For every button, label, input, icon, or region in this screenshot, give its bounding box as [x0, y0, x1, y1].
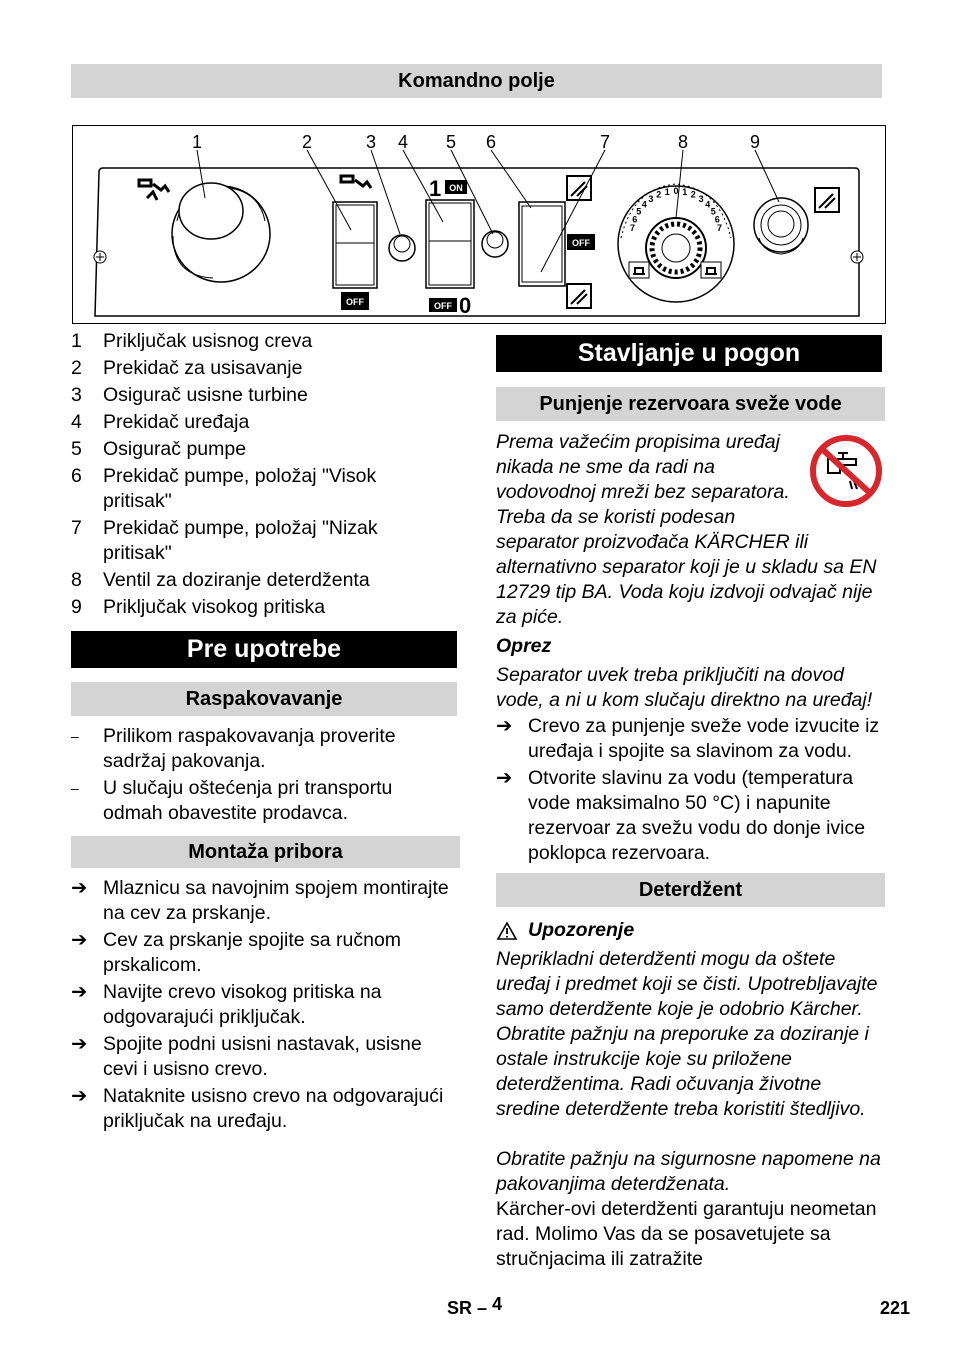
subheading-detergent: Deterdžent [496, 873, 885, 907]
mount-text: Navijte crevo visokog pritiska na odgovarajući priključak. [103, 981, 382, 1028]
legend-text: Osigurač usisne turbine [103, 384, 308, 406]
footer-lang: SR [447, 1298, 473, 1318]
callout-numbers [192, 132, 760, 152]
legend-text: Prekidač uređaja [103, 411, 250, 433]
step-text: Crevo za punjenje sveže vode izvucite iz uređaja i spojite sa slavinom za vodu. [528, 715, 880, 762]
callout-5: 5 [445, 132, 457, 152]
mount-text: Nataknite usisno crevo na odgovarajući priključak na uređaju. [103, 1085, 444, 1132]
callout-7: 7 [599, 132, 611, 152]
footer-page-number: 221 [880, 1298, 911, 1318]
dial-tick-label: 7 [716, 223, 723, 234]
mount-bullet: ➔ [71, 1085, 88, 1107]
caution-text: Separator uvek treba priključiti na dovod vode, a ni u kom slučaju direktno na uređaj! [496, 664, 873, 711]
device-switch [426, 200, 474, 288]
list-item [71, 776, 431, 826]
dial-tick-label: 6 [632, 214, 638, 225]
svg-text:0: 0 [459, 293, 472, 318]
mount-bullet: ➔ [71, 1033, 88, 1055]
off-label-pump [567, 234, 595, 250]
legend-text: Osigurač pumpe [103, 438, 247, 460]
footer-dash: – [477, 1298, 488, 1318]
detergent-symbol-right-icon [701, 262, 721, 278]
dial-tick-label: 3 [648, 193, 654, 204]
mount-text: Cev za prskanje spojite sa ručnom prskalicom. [103, 929, 402, 976]
step-text: Otvorite slavinu za vodu (temperatura vode maksimalno 50 °C) i napunite rezervoar za svežu vodu do donje ivice poklopca rezervoara. [528, 767, 866, 864]
list-item [71, 928, 459, 978]
list-item [71, 724, 431, 774]
dial-tick-label: 5 [710, 206, 716, 217]
callout-4: 4 [397, 132, 409, 152]
callout-8: 8 [677, 132, 689, 152]
svg-text:OFF: OFF [434, 301, 452, 311]
list-item [496, 766, 886, 866]
unpack-text: U slučaju oštećenja pri transportu odmah obavestite prodavca. [103, 777, 393, 824]
list-item [71, 464, 431, 514]
suction-turbine-fuse [389, 235, 415, 261]
detergent-symbol-left-icon [629, 262, 649, 278]
dial-tick-label: 1 [664, 186, 670, 197]
caution-label: Oprez [496, 635, 552, 657]
legend-text: Prekidač za usisavanje [103, 357, 303, 379]
legend-bullet: 5 [71, 438, 82, 460]
callout-1: 1 [191, 132, 203, 152]
list-item [71, 410, 431, 435]
svg-text:ON: ON [449, 183, 463, 193]
list-item [71, 1084, 459, 1134]
suction-hose-connector [172, 183, 270, 282]
legend-bullet: 7 [71, 517, 82, 539]
legend-bullet: 4 [71, 411, 82, 433]
footer-section [447, 1294, 503, 1319]
legend-text: Prekidač pumpe, položaj "Nizak pritisak" [103, 517, 378, 564]
legend-bullet: 3 [71, 384, 82, 406]
warning-triangle-icon [496, 921, 518, 941]
unpacking-list [71, 724, 431, 826]
subheading-fill-tank: Punjenje rezervoara sveže vode [496, 387, 885, 421]
svg-text:OFF: OFF [346, 297, 364, 307]
legend-bullet: 6 [71, 465, 82, 487]
off-label-switch4 [429, 293, 471, 318]
control-panel-figure [72, 125, 886, 324]
list-item [71, 383, 431, 408]
mount-bullet: ➔ [71, 929, 88, 951]
section-heading-control-panel: Komandno polje [71, 64, 882, 98]
unpack-text: Prilikom raspakovavanja proverite sadržaj pakovanja. [103, 725, 396, 772]
svg-text:1: 1 [429, 176, 442, 201]
legend-bullet: 1 [71, 330, 82, 352]
legend-bullet: 9 [71, 596, 82, 618]
legend-text: Ventil za doziranje deterdženta [103, 569, 370, 591]
panel-legend [71, 329, 431, 620]
detergent-body: Kärcher-ovi deterdženti garantuju neometan rad. Molimo Vas da se posavetujete sa stručnjacima ili zatražite [496, 1198, 877, 1270]
screw-right-icon [851, 251, 863, 263]
detergent-dosing-dial [618, 184, 734, 302]
fill-tank-intro-text: Prema važećim propisima uređaj nikada ne sme da radi na vodovodnoj mreži bez separatora. Treba da se koristi podesan separator proizvođača KÄRCHER ili alternativno separator koji je u skladu sa EN 12729 tip BA. Voda koju izdvoji odvajač nije za piće. [496, 431, 877, 628]
vacuum-switch-symbol-icon [341, 176, 371, 188]
mount-text: Spojite podni usisni nastavak, usisne cevi i usisno crevo. [103, 1033, 422, 1080]
screw-left-icon [94, 251, 106, 263]
dial-tick-label: 5 [636, 206, 642, 217]
list-item [71, 595, 431, 620]
footer-local-page: 4 [492, 1294, 503, 1314]
low-pressure-symbol-icon [567, 284, 591, 308]
subheading-unpacking: Raspakovavanje [71, 682, 457, 716]
dial-tick-label: 4 [641, 199, 647, 210]
callout-6: 6 [485, 132, 497, 152]
list-item [71, 356, 431, 381]
subheading-mounting: Montaža pribora [71, 836, 460, 868]
fill-tank-intro [496, 430, 886, 630]
off-label-switch2 [341, 292, 369, 310]
warning-heading [496, 918, 634, 943]
dial-tick-label: 6 [714, 214, 720, 225]
mount-text: Mlaznicu sa navojnim spojem montirajte na cev za prskanje. [103, 877, 449, 924]
dial-tick-label: 4 [705, 199, 711, 210]
high-pressure-symbol-icon [567, 176, 591, 200]
section-heading-before-use: Pre upotrebe [71, 631, 457, 668]
pump-fuse [482, 231, 508, 257]
callout-3: 3 [365, 132, 377, 152]
legend-bullet: 2 [71, 357, 82, 379]
list-item [71, 876, 459, 926]
dial-tick-label: 2 [690, 189, 696, 200]
fill-tank-steps [496, 714, 886, 866]
control-panel-drawing [73, 126, 885, 323]
dial-tick-label: 2 [656, 189, 662, 200]
legend-text: Priključak visokog pritiska [103, 596, 326, 618]
legend-bullet: 8 [71, 569, 82, 591]
warning-label: Upozorenje [528, 919, 635, 941]
on-label [429, 176, 467, 201]
unpack-bullet: – [71, 728, 79, 744]
list-item [71, 1032, 459, 1082]
list-item [71, 980, 459, 1030]
mount-bullet: ➔ [71, 981, 88, 1003]
step-bullet: ➔ [496, 715, 513, 737]
dial-tick-label: 7 [629, 223, 636, 234]
section-heading-startup: Stavljanje u pogon [496, 335, 882, 372]
callout-9: 9 [749, 132, 761, 152]
list-item [71, 568, 431, 593]
list-item [496, 714, 886, 764]
dial-tick-label: 1 [682, 186, 688, 197]
step-bullet: ➔ [496, 767, 513, 789]
vacuum-symbol-icon [137, 176, 171, 204]
warning-text: Neprikladni deterdženti mogu da oštete uređaj i predmet koji se čisti. Upotrebljavajte samo deterdžente koje je odobrio Kärcher. Obratite pažnju na preporuke za doziranje i ostale instrukcije koje su priložene deterdžentima. Radi očuvanja životne sredine deterdžente treba koristiti štedljivo. [496, 948, 878, 1120]
high-pressure-connector [754, 198, 808, 254]
legend-text: Prekidač pumpe, položaj "Visok pritisak" [103, 465, 377, 512]
unpack-bullet: – [71, 780, 79, 796]
mount-bullet: ➔ [71, 877, 88, 899]
dial-tick-label: 3 [698, 193, 704, 204]
callout-2: 2 [301, 132, 313, 152]
pump-switch [519, 202, 565, 286]
svg-text:OFF: OFF [572, 238, 590, 248]
spray-symbol-icon [815, 188, 839, 212]
list-item [71, 329, 431, 354]
vacuum-switch [333, 202, 377, 288]
legend-text: Priključak usisnog creva [103, 330, 313, 352]
mounting-list [71, 876, 459, 1134]
dial-tick-label: 0 [673, 186, 679, 196]
safety-note: Obratite pažnju na sigurnosne napomene na pakovanjima deterdženata. [496, 1148, 881, 1195]
list-item [71, 516, 431, 566]
list-item [71, 437, 431, 462]
